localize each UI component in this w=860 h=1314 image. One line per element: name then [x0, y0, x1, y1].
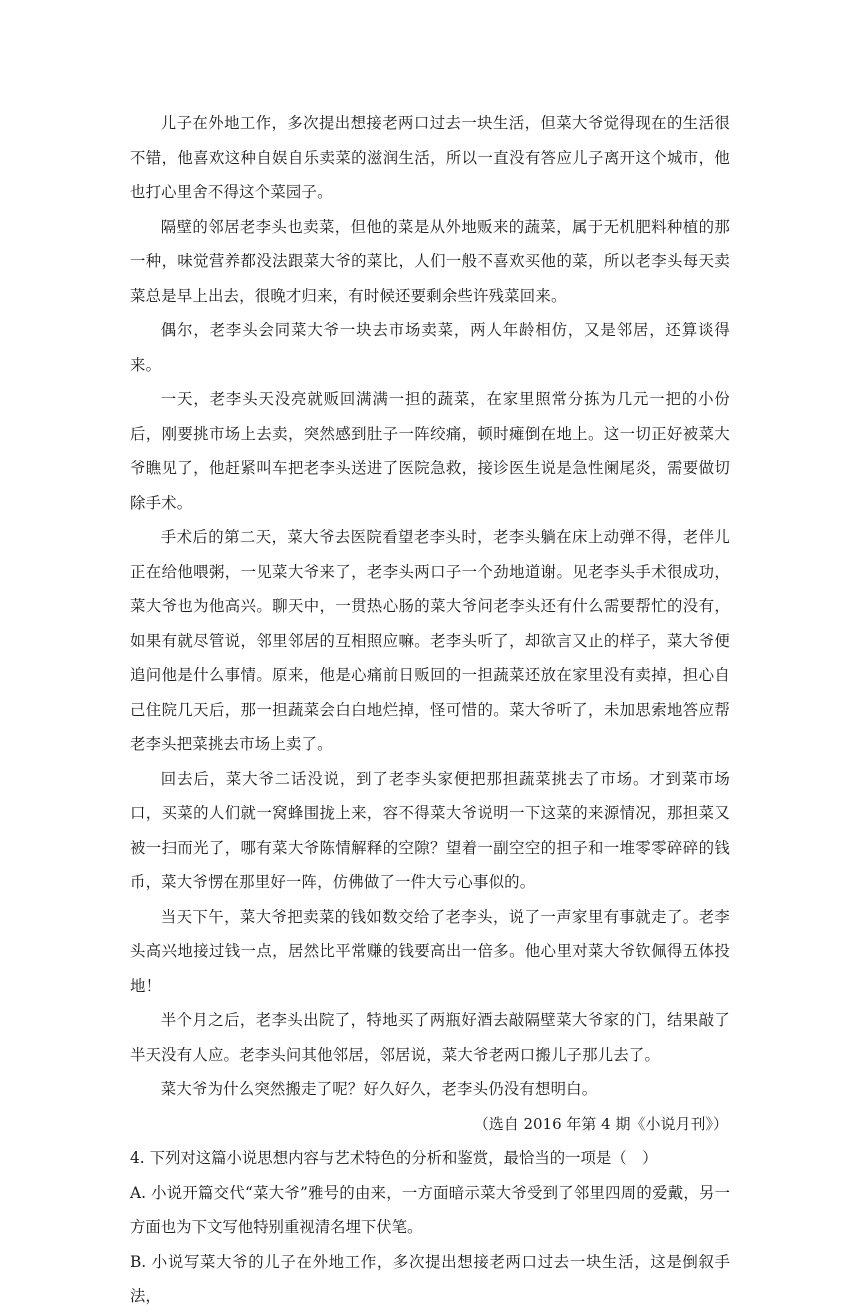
question-stem: 4. 下列对这篇小说思想内容与艺术特色的分析和鉴赏，最恰当的一项是（ ）	[130, 1149, 658, 1167]
story-source: （选自 2016 年第 4 期《小说月刊》）	[473, 1114, 728, 1133]
story-body	[130, 106, 730, 1141]
story-paragraph: 偶尔，老李头会同菜大爷一块去市场卖菜，两人年龄相仿，又是邻居，还算谈得来。	[130, 321, 730, 374]
story-paragraph: 一天，老李头天没亮就贩回满满一担的蔬菜，在家里照常分拣为几元一把的小份后，刚要挑市场上去卖，突然感到肚子一阵绞痛，顿时瘫倒在地上。这一切正好被菜大爷瞧见了，他赶紧叫车把老李头送进了医院急救，接诊医生说是急性阑尾炎，需要做切除手术。	[130, 390, 730, 512]
story-paragraph: 半个月之后，老李头出院了，特地买了两瓶好酒去敲隔壁菜大爷家的门，结果敲了半天没有人应。老李头问其他邻居，邻居说，菜大爷老两口搬儿子那儿去了。	[130, 1011, 730, 1064]
story-paragraph: 隔壁的邻居老李头也卖菜，但他的菜是从外地贩来的蔬菜，属于无机肥料种植的那一种，味觉营养都没法跟菜大爷的菜比，人们一般不喜欢买他的菜，所以老李头每天卖菜总是早上出去，很晚才归来，有时候还要剩余些许残菜回来。	[130, 217, 730, 305]
story-paragraph: 菜大爷为什么突然搬走了呢？好久好久，老李头仍没有想明白。	[160, 1080, 598, 1098]
question-block	[130, 1141, 730, 1314]
story-paragraph: 儿子在外地工作，多次提出想接老两口过去一块生活，但菜大爷觉得现在的生活很不错，他喜欢这种自娱自乐卖菜的滋润生活，所以一直没有答应儿子离开这个城市，他也打心里舍不得这个菜园子。	[130, 114, 730, 201]
question-option-b: B. 小说写菜大爷的儿子在外地工作，多次提出想接老两口过去一块生活，这是倒叙手法，	[130, 1252, 730, 1305]
question-option-a: A. 小说开篇交代“菜大爷”雅号的由来，一方面暗示菜大爷受到了邻里四周的爱戴，另一方面也为下文写他特别重视清名埋下伏笔。	[130, 1183, 730, 1236]
story-paragraph: 回去后，菜大爷二话没说，到了老李头家便把那担蔬菜挑去了市场。才到菜市场口，买菜的人们就一窝蜂围拢上来，容不得菜大爷说明一下这菜的来源情况，那担菜又被一扫而光了，哪有菜大爷陈情解释的空隙？望着一副空空的担子和一堆零零碎碎的钱币，菜大爷愣在那里好一阵，仿佛做了一件大亏心事似的。	[130, 769, 730, 891]
story-paragraph: 当天下午，菜大爷把卖菜的钱如数交给了老李头，说了一声家里有事就走了。老李头高兴地接过钱一点，居然比平常赚的钱要高出一倍多。他心里对菜大爷钦佩得五体投地！	[130, 907, 730, 995]
story-paragraph: 手术后的第二天，菜大爷去医院看望老李头时，老李头躺在床上动弹不得，老伴儿正在给他喂粥，一见菜大爷来了，老李头两口子一个劲地道谢。见老李头手术很成功，菜大爷也为他高兴。聊天中，一贯热心肠的菜大爷问老李头还有什么需要帮忙的没有，如果有就尽管说，邻里邻居的互相照应嘛。老李头听了，却欲言又止的样子，菜大爷便追问他是什么事情。原来，他是心痛前日贩回的一担蔬菜还放在家里没有卖掉，担心自己住院几天后，那一担蔬菜会白白地烂掉，怪可惜的。菜大爷听了，未加思索地答应帮老李头把菜挑去市场上卖了。	[130, 528, 730, 753]
